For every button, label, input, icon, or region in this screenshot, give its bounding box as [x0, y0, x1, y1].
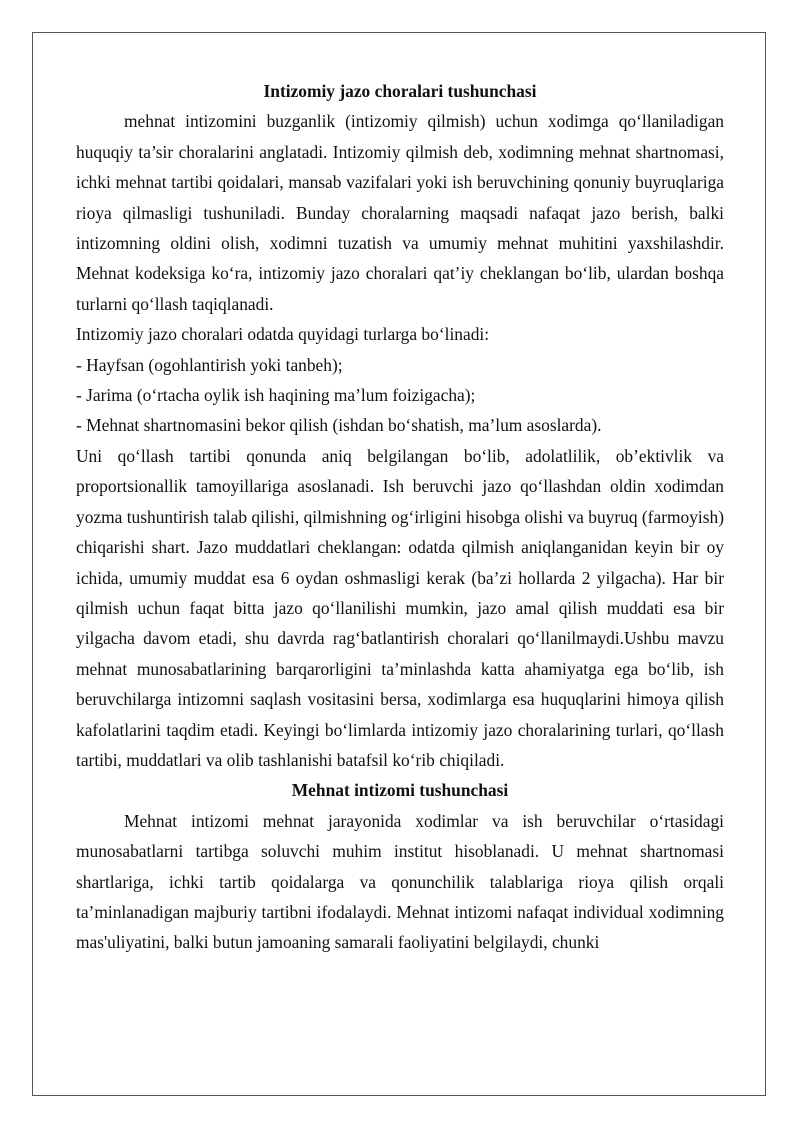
paragraph-procedure: Uni qo‘llash tartibi qonunda aniq belgilangan bo‘lib, adolatlilik, ob’ektivlik va proportsionallik tamoyillariga asoslanadi. Ish beruvchi jazo qo‘llashdan oldin xodimdan yozma tushuntirish talab qilishi, qilmishning og‘irligini hisobga olishi va buyruq (farmoyish) chiqarishi shart. Jazo muddatlari cheklangan: odatda qilmish aniqlanganidan keyin bir oy ichida, umumiy muddat esa 6 oydan oshmasligi kerak (ba’zi hollarda 2 yilgacha). Har bir qilmish uchun faqat bitta jazo qo‘llanilishi mumkin, jazo amal qilish muddati esa bir yilgacha davom etadi, shu davrda rag‘batlantirish choralari qo‘llanilmaydi.Ushbu mavzu mehnat munosabatlarining barqarorligini ta’minlashda katta ahamiyatga ega bo‘lib, ish beruvchilarga intizomni saqlash vositasini bersa, xodimlarga esa huquqlarini himoya qilish kafolatlarini taqdim etadi. Keyingi bo‘limlarda intizomiy jazo choralarining turlari, qo‘llash tartibi, muddatlari va olib tashlanishi batafsil ko‘rib chiqiladi.	[76, 445, 724, 770]
list-item-termination: - Mehnat shartnomasini bekor qilish (ishdan bo‘shatish, ma’lum asoslarda).	[76, 415, 602, 436]
list-item-reprimand: - Hayfsan (ogohlantirish yoki tanbeh);	[76, 354, 343, 375]
section-heading-labor-discipline: Mehnat intizomi tushunchasi	[291, 780, 509, 801]
paragraph-types-intro: Intizomiy jazo choralari odatda quyidagi turlarga bo‘linadi:	[76, 324, 490, 345]
section-heading-disciplinary-measures: Intizomiy jazo choralari tushunchasi	[263, 81, 537, 101]
list-item-fine: - Jarima (o‘rtacha oylik ish haqining ma’lum foizigacha);	[76, 385, 476, 406]
paragraph-definition: mehnat intizomini buzganlik (intizomiy qilmish) uchun xodimga qo‘llaniladigan huquqiy ta’sir choralarini anglatadi. Intizomiy qilmish deb, xodimning mehnat shartnomasi, ichki mehnat tartibi qoidalari, mansab vazifalari yoki ish beruvchining qonuniy buyruqlariga rioya qilmasligi tushuniladi. Bunday choralarning maqsadi nafaqat jazo berish, balki intizomning oldini olish, xodimni tuzatish va umumiy mehnat muhitini yaxshilashdir. Mehnat kodeksiga ko‘ra, intizomiy jazo choralari qat’iy cheklangan bo‘lib, ulardan boshqa turlarni qo‘llash taqiqlanadi.	[76, 111, 724, 314]
paragraph-labor-discipline: Mehnat intizomi mehnat jarayonida xodimlar va ish beruvchilar o‘rtasidagi munosabatlarni tartibga soluvchi muhim institut hisoblanadi. U mehnat shartnomasi shartlariga, ichki tartib qoidalarga va qonunchilik talablariga rioya qilish orqali ta’minlanadigan majburiy tartibni ifodalaydi. Mehnat intizomi nafaqat individual xodimning mas'uliyatini, balki butun jamoaning samarali faoliyatini belgilaydi, chunki	[76, 810, 724, 953]
document-body	[76, 76, 724, 958]
